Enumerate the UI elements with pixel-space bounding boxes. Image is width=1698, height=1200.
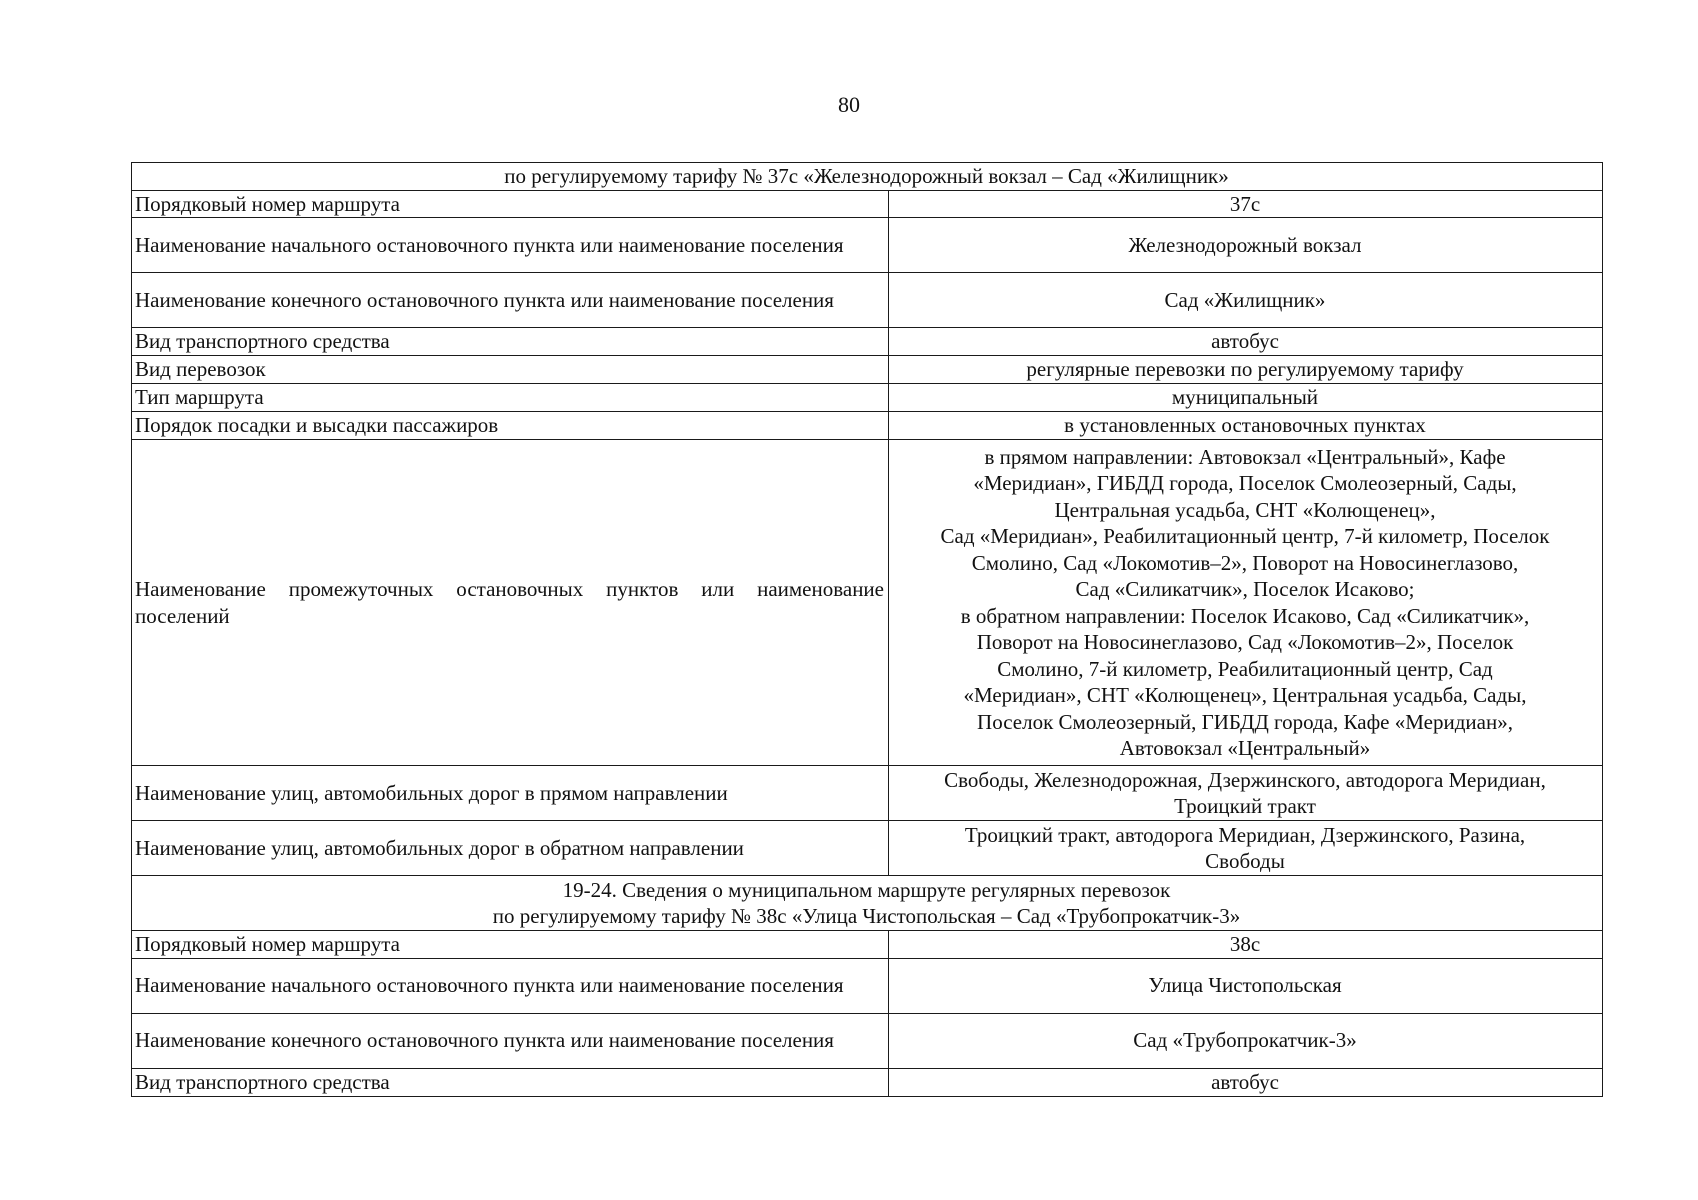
table-row [132,218,1603,273]
row-value: 38с [889,931,1603,959]
section-title: 19-24. Сведения о муниципальном маршруте регулярных перевозок [562,877,1171,902]
streets-line: Свободы, Железнодорожная, Дзержинского, автодорога Меридиан, [944,767,1546,792]
page-number: 80 [838,92,860,117]
row-label: Вид транспортного средства [132,1068,889,1096]
table-row [132,766,1603,821]
row-value: автобус [889,1068,1603,1096]
stops-line: в обратном направлении: Поселок Исаково, Сад «Силикатчик», [960,603,1530,628]
table-row [132,1068,1603,1096]
row-value: Сад «Жилищник» [889,273,1603,328]
row-value: Сад «Трубопрокатчик-3» [889,1013,1603,1068]
row-label: Порядковый номер маршрута [132,931,889,959]
row-label: Порядковый номер маршрута [132,190,889,218]
streets-line: Свободы [1205,849,1285,873]
table-row [132,328,1603,356]
stops-line: Сад «Силикатчик», Поселок Исаково; [1075,577,1415,601]
row-value [889,821,1603,876]
streets-line: Троицкий тракт, автодорога Меридиан, Дзержинского, Разина, [964,822,1526,847]
table-row [132,412,1603,440]
stops-line: Смолино, 7-й километр, Реабилитационный центр, Сад [997,656,1493,681]
intermediate-stops [889,440,1603,766]
table-row [132,273,1603,328]
row-label: Наименование промежуточных остановочных пунктов или наименование поселений [132,440,889,766]
row-value: муниципальный [889,384,1603,412]
row-label: Наименование конечного остановочного пункта или наименование поселения [132,273,889,328]
streets-line: Троицкий тракт [1174,794,1316,818]
stops-line: «Меридиан», ГИБДД города, Поселок Смолеозерный, Сады, [973,471,1517,495]
table-row [132,931,1603,959]
stops-line: Поворот на Новосинеглазово, Сад «Локомотив–2», Поселок [976,630,1514,654]
row-label: Вид транспортного средства [132,328,889,356]
row-value: автобус [889,328,1603,356]
row-value: Железнодорожный вокзал [889,218,1603,273]
table-row [132,356,1603,384]
stops-line: Смолино, Сад «Локомотив–2», Поворот на Новосинеглазово, [971,550,1519,575]
row-label: Наименование конечного остановочного пункта или наименование поселения [132,1013,889,1068]
row-label: Порядок посадки и высадки пассажиров [132,412,889,440]
row-label: Наименование начального остановочного пункта или наименование поселения [132,218,889,273]
row-value: 37с [889,190,1603,218]
table-row [132,440,1603,766]
row-label: Вид перевозок [132,356,889,384]
route-38c-header-row [132,876,1603,931]
route-38c-header [132,876,1603,931]
table-row [132,190,1603,218]
row-label: Тип маршрута [132,384,889,412]
route-37c-header-row [132,163,1603,191]
stops-line: Сад «Меридиан», Реабилитационный центр, 7-й километр, Поселок [940,524,1550,548]
route-37c-header: по регулируемому тарифу № 37с «Железнодорожный вокзал – Сад «Жилищник» [132,163,1603,191]
section-subtitle: по регулируемому тарифу № 38с «Улица Чистопольская – Сад «Трубопрокатчик-3» [492,904,1241,928]
table-row [132,958,1603,1013]
table-row [132,384,1603,412]
route-details-table [131,162,1603,1097]
stops-line: «Меридиан», СНТ «Колющенец», Центральная усадьба, Сады, [963,683,1527,707]
row-value: в установленных остановочных пунктах [889,412,1603,440]
row-value [889,766,1603,821]
stops-line: Центральная усадьба, СНТ «Колющенец», [1054,497,1436,522]
row-label: Наименование улиц, автомобильных дорог в обратном направлении [132,821,889,876]
stops-line: Автовокзал «Центральный» [1119,736,1371,760]
row-value: Улица Чистопольская [889,958,1603,1013]
row-label: Наименование начального остановочного пункта или наименование поселения [132,958,889,1013]
row-label: Наименование улиц, автомобильных дорог в прямом направлении [132,766,889,821]
row-value: регулярные перевозки по регулируемому тарифу [889,356,1603,384]
stops-line: в прямом направлении: Автовокзал «Центральный», Кафе [984,444,1506,469]
stops-line: Поселок Смолеозерный, ГИБДД города, Кафе «Меридиан», [977,709,1513,734]
table-row [132,821,1603,876]
table-row [132,1013,1603,1068]
